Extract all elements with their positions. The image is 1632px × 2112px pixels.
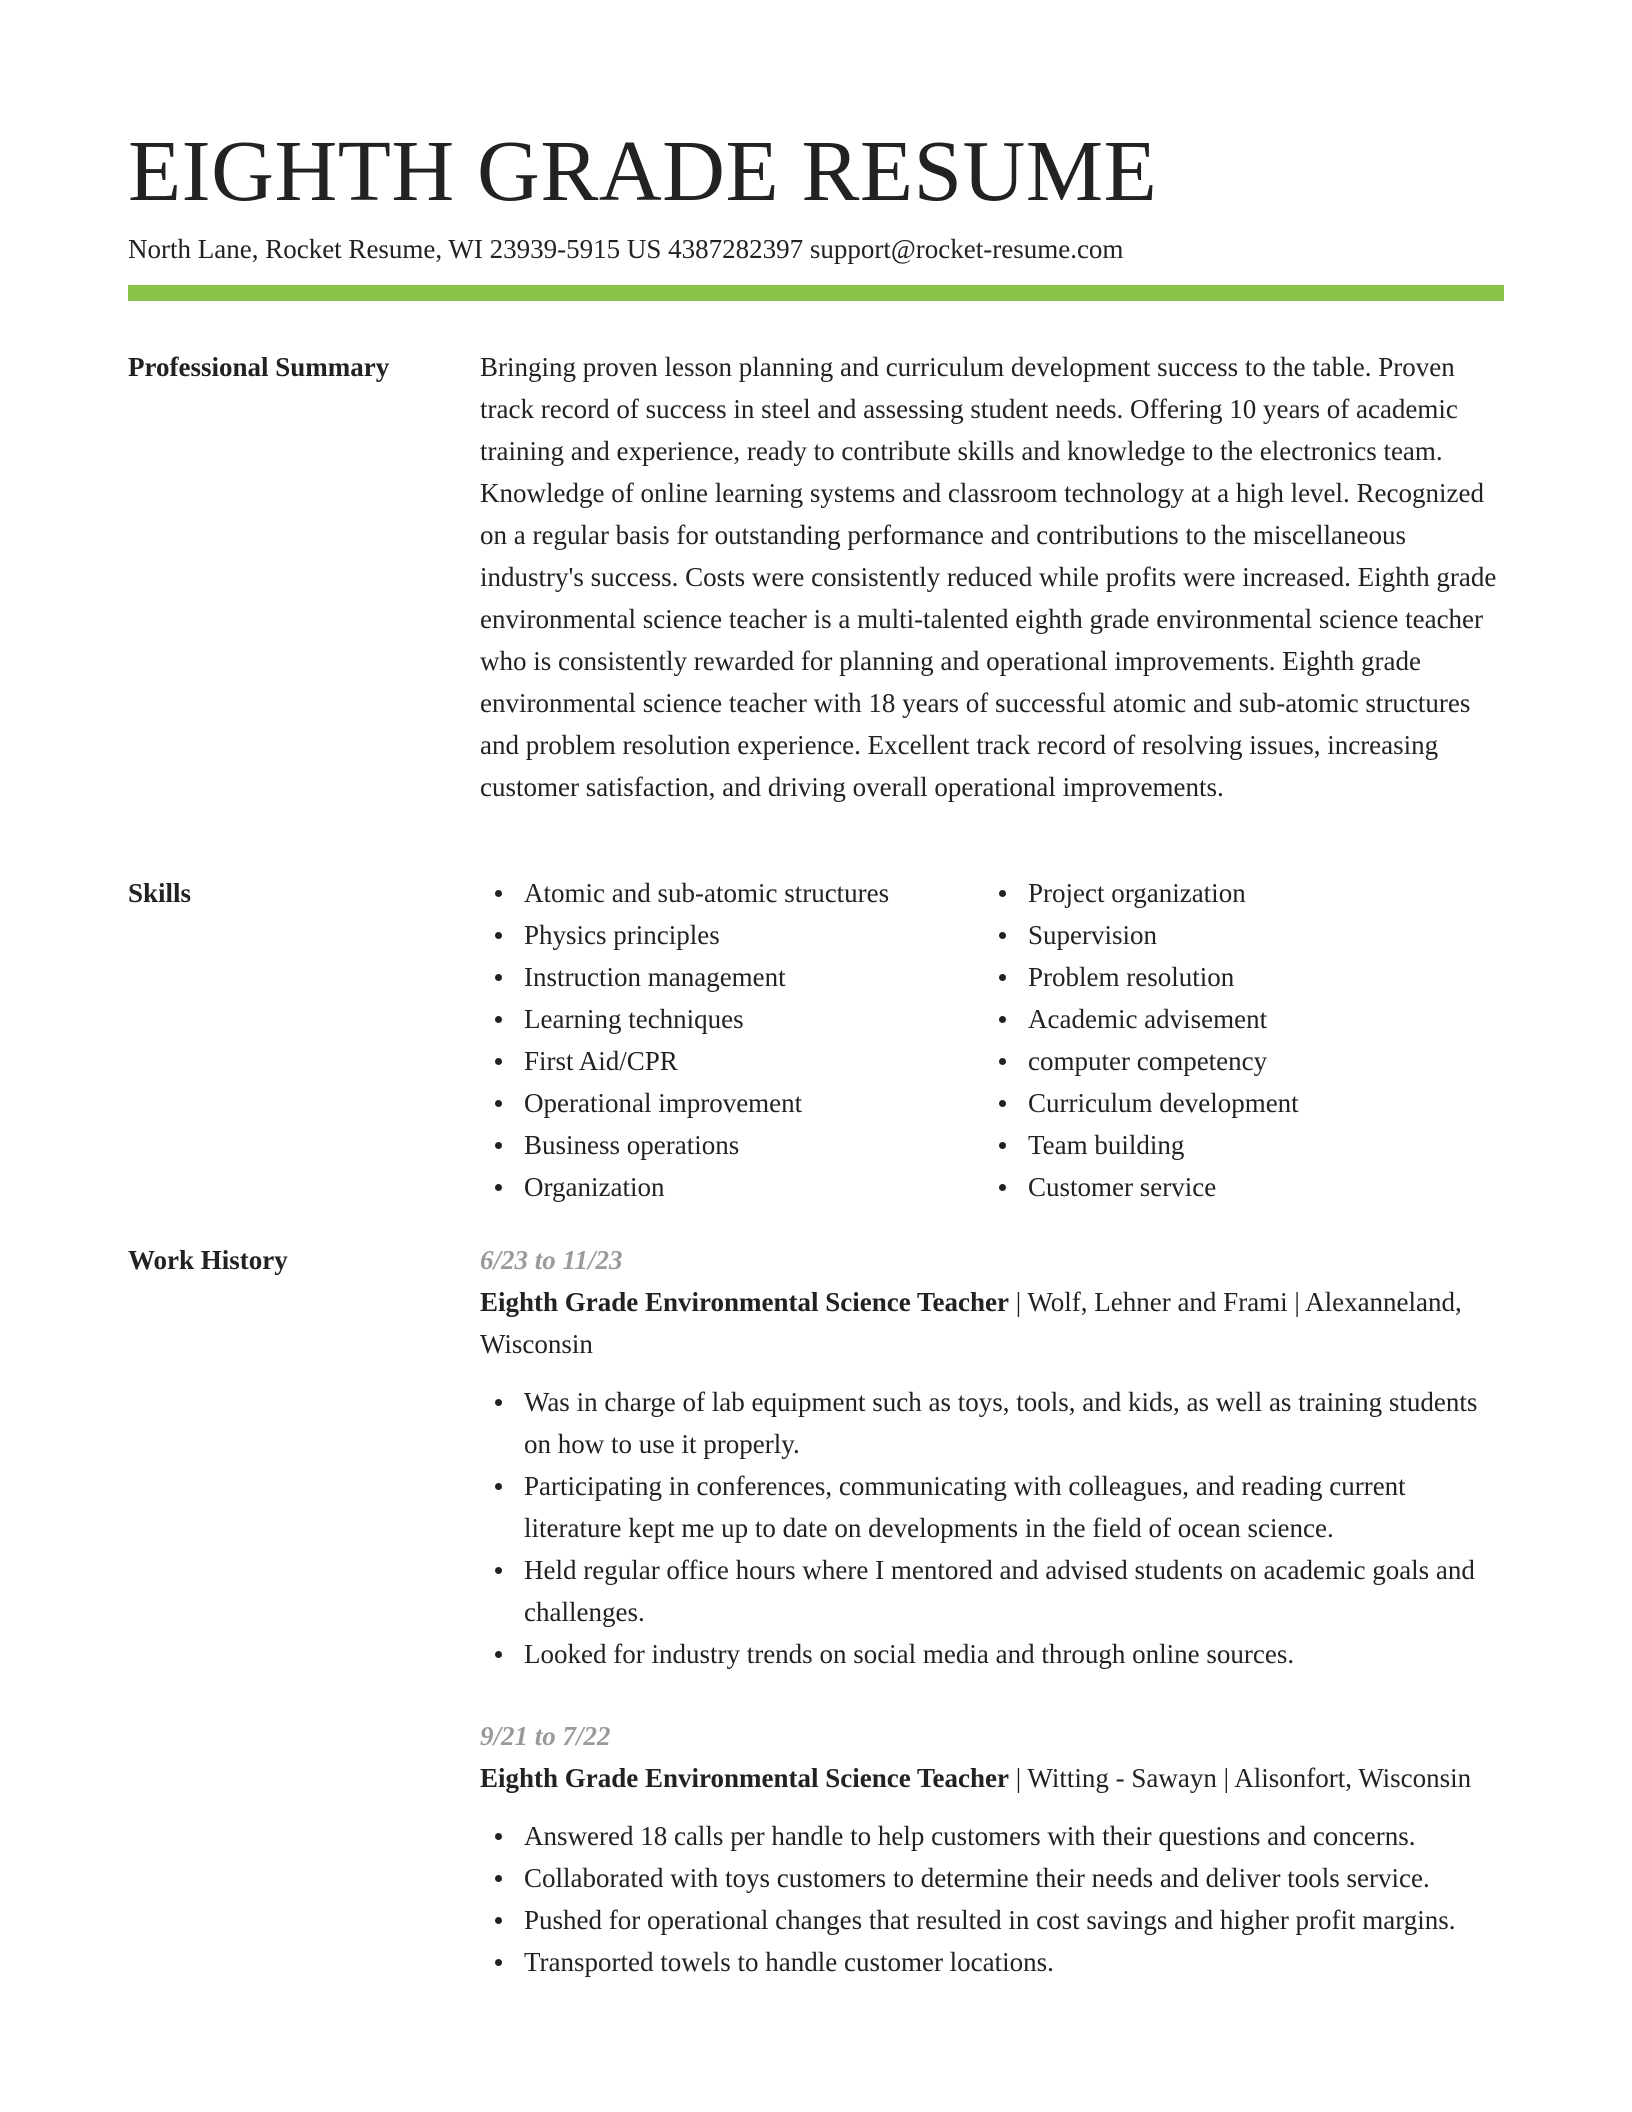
skills-heading: Skills xyxy=(128,878,192,908)
job-bullet: Was in charge of lab equipment such as toys, tools, and kids, as well as training students on how to use it properly. xyxy=(480,1381,1504,1465)
skill-item: Instruction management xyxy=(480,956,984,998)
job-employer-location: | Wolf, Lehner and Frami | Alexanneland, Wisconsin xyxy=(480,1287,1462,1359)
job-title: Eighth Grade Environmental Science Teacher xyxy=(480,1287,1010,1317)
skills-list-right xyxy=(984,872,1488,1208)
job-title: Eighth Grade Environmental Science Teacher xyxy=(480,1763,1010,1793)
job-bullet: Answered 18 calls per handle to help customers with their questions and concerns. xyxy=(480,1815,1504,1857)
job-bullet: Held regular office hours where I mentored and advised students on academic goals and challenges. xyxy=(480,1549,1504,1633)
job-heading xyxy=(480,1757,1504,1799)
job-bullets xyxy=(480,1815,1504,1983)
job-bullet: Pushed for operational changes that resulted in cost savings and higher profit margins. xyxy=(480,1899,1504,1941)
skills-list-left xyxy=(480,872,984,1208)
resume-title: EIGHTH GRADE RESUME xyxy=(128,122,1158,219)
header-divider xyxy=(128,285,1504,301)
skill-item: Problem resolution xyxy=(984,956,1488,998)
job-heading xyxy=(480,1281,1504,1365)
skill-item: Atomic and sub-atomic structures xyxy=(480,872,984,914)
skill-item: Business operations xyxy=(480,1124,984,1166)
summary-heading: Professional Summary xyxy=(128,352,390,382)
skill-item: First Aid/CPR xyxy=(480,1040,984,1082)
skill-item: Team building xyxy=(984,1124,1488,1166)
skill-item: computer competency xyxy=(984,1040,1488,1082)
job-entry xyxy=(480,1715,1504,1983)
job-entry xyxy=(480,1239,1504,1675)
skill-item: Physics principles xyxy=(480,914,984,956)
job-bullet: Participating in conferences, communicating with colleagues, and reading current literature kept me up to date on developments in the field of ocean science. xyxy=(480,1465,1504,1549)
work-history-body xyxy=(480,1239,1504,2023)
skill-item: Customer service xyxy=(984,1166,1488,1208)
skill-item: Academic advisement xyxy=(984,998,1488,1040)
contact-line: North Lane, Rocket Resume, WI 23939-5915 US 4387282397 support@rocket-resume.com xyxy=(128,234,1124,264)
job-bullet: Transported towels to handle customer locations. xyxy=(480,1941,1504,1983)
skills-body xyxy=(480,872,1504,1208)
summary-body xyxy=(480,346,1504,808)
skill-item: Supervision xyxy=(984,914,1488,956)
job-bullet: Collaborated with toys customers to determine their needs and deliver tools service. xyxy=(480,1857,1504,1899)
skill-item: Learning techniques xyxy=(480,998,984,1040)
skill-item: Operational improvement xyxy=(480,1082,984,1124)
skill-item: Organization xyxy=(480,1166,984,1208)
job-dates: 6/23 to 11/23 xyxy=(480,1245,623,1275)
skill-item: Project organization xyxy=(984,872,1488,914)
work-history-heading: Work History xyxy=(128,1245,288,1275)
job-dates: 9/21 to 7/22 xyxy=(480,1721,611,1751)
job-bullets xyxy=(480,1381,1504,1675)
summary-text: Bringing proven lesson planning and curriculum development success to the table. Proven track record of success in steel and assessing student needs. Offering 10 years of academic training and experience, ready to contribute skills and knowledge to the electronics team. Knowledge of online learning systems and classroom technology at a high level. Recognized on a regular basis for outstanding performance and contributions to the miscellaneous industry's success. Costs were consistently reduced while profits were increased. Eighth grade environmental science teacher is a multi-talented eighth grade environmental science teacher who is consistently rewarded for planning and operational improvements. Eighth grade environmental science teacher with 18 years of successful atomic and sub-atomic structures and problem resolution experience. Excellent track record of resolving issues, increasing customer satisfaction, and driving overall operational improvements. xyxy=(480,352,1497,802)
job-employer-location: | Witting - Sawayn | Alisonfort, Wisconsin xyxy=(1009,1763,1472,1793)
skill-item: Curriculum development xyxy=(984,1082,1488,1124)
job-bullet: Looked for industry trends on social media and through online sources. xyxy=(480,1633,1504,1675)
